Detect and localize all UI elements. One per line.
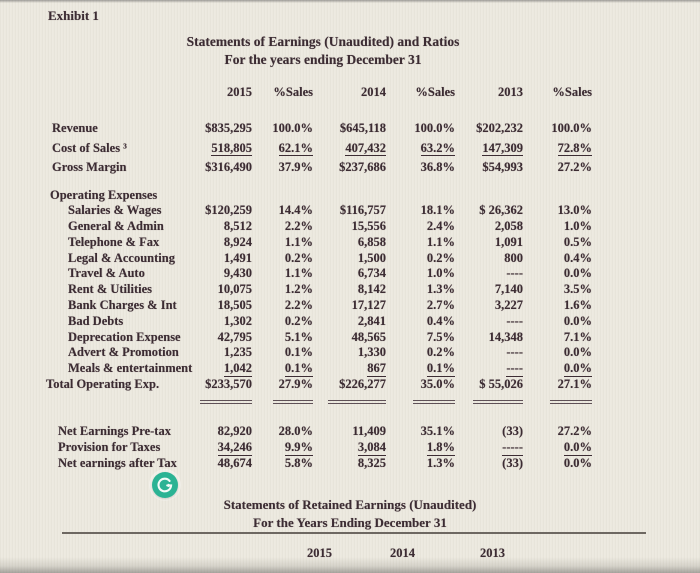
- cell-2014-value: $645,118: [339, 121, 386, 135]
- cell-2015-pct: 62.1%: [278, 140, 313, 155]
- col-header-2013-pct: %Sales: [552, 85, 592, 99]
- row-label: Advert & Promotion: [68, 345, 179, 360]
- cell-2013-pct: 1.0%: [563, 219, 592, 234]
- cell-2013-pct: 13.0%: [557, 203, 592, 218]
- cell-2015-value: 1,302: [223, 313, 252, 328]
- row-label: Telephone & Fax: [68, 234, 160, 249]
- cell-2013-value: $202,232: [476, 121, 523, 135]
- cell-2014-value: 407,432: [345, 140, 386, 155]
- cell-2015-pct: 28.0%: [278, 424, 313, 439]
- cell-2015-value: $120,259: [205, 203, 252, 218]
- cell-2015-value: 8,512: [223, 219, 252, 234]
- cell-2013-value: $54,993: [482, 160, 523, 174]
- cell-2013-value: $ 55,026: [479, 377, 523, 392]
- cell-2015-pct: 5.1%: [284, 329, 313, 344]
- cell-2015-value: $316,490: [205, 160, 252, 174]
- cell-2013-value: 147,309: [482, 140, 523, 155]
- row-label: Travel & Auto: [68, 266, 145, 281]
- rule-spacer: [0, 394, 198, 401]
- table-row: [0, 283, 592, 299]
- table-row: [0, 331, 592, 347]
- row-label: Meals & entertainment: [68, 361, 193, 376]
- cell-2014-value: 15,556: [351, 219, 386, 234]
- row-label: General & Admin: [68, 219, 164, 234]
- row-label: Legal & Accounting: [68, 250, 175, 265]
- cell-2015-pct: 27.9%: [278, 377, 313, 392]
- cell-2014-pct: 100.0%: [414, 121, 455, 135]
- row-label: Rent & Utilities: [68, 282, 153, 297]
- table-row: [0, 189, 592, 205]
- cell-2014-value: 11,409: [352, 424, 386, 439]
- cell-2013-value: 800: [504, 250, 523, 265]
- cell-2013-pct: [523, 189, 592, 205]
- cell-2013-pct: 0.0%: [563, 345, 592, 360]
- row-label: Salaries & Wages: [68, 203, 162, 218]
- retained-title-block: [0, 496, 700, 531]
- double-rule-row: [0, 394, 592, 401]
- cell-2015-pct: [252, 189, 313, 205]
- table-row: [0, 204, 592, 220]
- cell-2013-pct: 0.0%: [563, 361, 592, 376]
- cell-2015-pct: 1.2%: [284, 282, 313, 297]
- cell-2015-value: 1,235: [223, 345, 252, 360]
- earnings-header-row: [0, 86, 592, 102]
- row-label: Cost of Sales ³: [52, 140, 127, 155]
- row-label: Deprecation Expense: [68, 329, 181, 344]
- cell-2014-value: [313, 189, 386, 205]
- cell-2014-value: 8,325: [357, 456, 386, 471]
- cell-2014-pct: 1.3%: [426, 456, 455, 471]
- cell-2015-pct: 2.2%: [284, 298, 313, 313]
- cell-2014-value: $116,757: [339, 203, 386, 218]
- cell-2014-value: $237,686: [339, 160, 386, 174]
- cell-2014-pct: 0.1%: [426, 361, 455, 376]
- col-header-2013: 2013: [498, 85, 523, 99]
- cell-2013-value: 3,227: [494, 298, 523, 313]
- earnings-subtitle: For the years ending December 31: [224, 52, 422, 67]
- cell-2013-pct: 27.2%: [557, 424, 592, 439]
- double-rule: [455, 394, 523, 401]
- cell-2013-pct: 7.1%: [563, 329, 592, 344]
- col-header-2014-pct: %Sales: [415, 85, 455, 99]
- cell-2014-value: 6,858: [357, 234, 386, 249]
- cell-2013-value: 14,348: [488, 329, 523, 344]
- cell-2015-value: 8,924: [223, 234, 252, 249]
- cell-2015-pct: 14.4%: [278, 203, 313, 218]
- cell-2015-value: 42,795: [217, 329, 252, 344]
- grammarly-icon[interactable]: [152, 472, 178, 498]
- cell-2014-value: 3,084: [357, 440, 386, 455]
- double-rule: [386, 394, 455, 401]
- row-label: Operating Expenses: [50, 187, 158, 202]
- table-row: [0, 236, 592, 252]
- cell-2013-pct: 100.0%: [551, 121, 592, 135]
- row-label: Gross Margin: [52, 160, 127, 174]
- cell-2014-pct: 36.8%: [420, 160, 455, 174]
- earnings-title-block: [0, 33, 646, 69]
- cell-2013-value: (33): [502, 424, 523, 439]
- table-row: [0, 161, 592, 181]
- cell-2013-value: $ 26,362: [479, 203, 523, 218]
- cell-2015-value: 18,505: [217, 298, 252, 313]
- double-rule: [252, 394, 313, 401]
- cell-2015-pct: 0.1%: [284, 361, 313, 376]
- cell-2013-value: ----: [506, 345, 523, 360]
- cell-2014-value: $226,277: [339, 377, 386, 392]
- cell-2015-pct: 0.2%: [284, 313, 313, 328]
- cell-2014-value: 1,500: [357, 250, 386, 265]
- retained-col-2013: 2013: [480, 546, 505, 560]
- cell-2015-value: $835,295: [205, 121, 252, 135]
- col-header-2015-pct: %Sales: [273, 85, 313, 99]
- cell-2014-value: 8,142: [357, 282, 386, 297]
- cell-2014-pct: 0.2%: [426, 345, 455, 360]
- cell-2015-pct: 9.9%: [284, 440, 313, 455]
- cell-2013-pct: 0.5%: [563, 234, 592, 249]
- cell-2014-pct: 1.8%: [426, 440, 455, 455]
- cell-2014-pct: 63.2%: [420, 140, 455, 155]
- row-label: Bad Debts: [68, 313, 124, 328]
- cell-2014-pct: 7.5%: [426, 329, 455, 344]
- cell-2015-value: 34,246: [217, 440, 252, 455]
- double-rule: [198, 394, 252, 401]
- cell-2013-pct: 27.2%: [557, 160, 592, 174]
- table-row: [0, 378, 592, 394]
- cell-2015-pct: 37.9%: [278, 160, 313, 174]
- cell-2014-pct: 1.3%: [426, 282, 455, 297]
- col-header-2014: 2014: [361, 85, 386, 99]
- row-label: Net earnings after Tax: [58, 456, 177, 471]
- table-row: [0, 299, 592, 315]
- table-row: [0, 267, 592, 283]
- table-row: [0, 441, 592, 457]
- cell-2014-pct: 1.0%: [426, 266, 455, 281]
- cell-2015-value: 10,075: [217, 282, 252, 297]
- cell-2013-value: -----: [502, 440, 523, 455]
- cell-2014-pct: 0.2%: [426, 250, 455, 265]
- retained-subtitle: For the Years Ending December 31: [253, 514, 447, 530]
- cell-2015-value: 48,674: [217, 456, 252, 471]
- divider-line: [62, 532, 646, 534]
- cell-2015-value: $233,570: [205, 377, 252, 392]
- cell-2015-pct: 1.1%: [284, 266, 313, 281]
- cell-2014-pct: 18.1%: [420, 203, 455, 218]
- grammarly-g-glyph: [152, 472, 178, 498]
- table-row: [0, 252, 592, 268]
- cell-2013-value: ----: [506, 361, 523, 376]
- cell-2014-pct: 35.0%: [420, 377, 455, 392]
- cell-2013-pct: 0.0%: [563, 440, 592, 455]
- cell-2013-value: 1,091: [494, 234, 523, 249]
- table-row: [0, 346, 592, 362]
- cell-2013-value: 2,058: [494, 219, 523, 234]
- cell-2014-pct: 1.1%: [426, 234, 455, 249]
- table-row: [0, 220, 592, 236]
- cell-2013-pct: 0.0%: [563, 456, 592, 471]
- cell-2015-value: 1,491: [223, 250, 252, 265]
- cell-2015-value: 1,042: [223, 361, 252, 376]
- cell-2013-value: (33): [502, 456, 523, 471]
- cell-2013-value: [455, 189, 523, 205]
- retained-col-2014: 2014: [390, 546, 415, 560]
- cell-2014-pct: [386, 189, 455, 205]
- cell-2013-pct: 0.4%: [563, 250, 592, 265]
- cell-2013-pct: 1.6%: [563, 298, 592, 313]
- col-header-2015: 2015: [227, 85, 252, 99]
- cell-2013-pct: 0.0%: [563, 313, 592, 328]
- table-row: [0, 122, 592, 142]
- cell-2013-pct: 3.5%: [563, 282, 592, 297]
- row-label: Net Earnings Pre-tax: [58, 424, 171, 439]
- cell-2013-value: ----: [506, 266, 523, 281]
- cell-2015-pct: 5.8%: [284, 456, 313, 471]
- cell-2014-pct: 2.7%: [426, 298, 455, 313]
- cell-2015-value: 82,920: [217, 424, 252, 439]
- double-rule: [313, 394, 386, 401]
- cell-2015-value: 518,805: [211, 140, 252, 155]
- cell-2014-value: 6,734: [357, 266, 386, 281]
- cell-2015-value: [198, 189, 252, 205]
- cell-2013-pct: 27.1%: [557, 377, 592, 392]
- table-row: [0, 457, 592, 473]
- cell-2015-value: 9,430: [223, 266, 252, 281]
- table-row: [0, 315, 592, 331]
- header-spacer: [0, 86, 198, 102]
- earnings-table: [0, 86, 592, 473]
- cell-2015-pct: 2.2%: [284, 219, 313, 234]
- cell-2014-value: 1,330: [357, 345, 386, 360]
- cell-2014-pct: 0.4%: [426, 313, 455, 328]
- cell-2014-pct: 35.1%: [420, 424, 455, 439]
- row-label: Revenue: [52, 121, 98, 135]
- row-label: Provision for Taxes: [58, 440, 161, 455]
- exhibit-label: Exhibit 1: [48, 8, 99, 23]
- double-rule: [523, 394, 592, 401]
- cell-2014-value: 17,127: [351, 298, 386, 313]
- cell-2015-pct: 0.1%: [284, 345, 313, 360]
- cell-2014-pct: 2.4%: [426, 219, 455, 234]
- table-row: [0, 425, 592, 441]
- cell-2013-pct: 72.8%: [557, 140, 592, 155]
- earnings-title: Statements of Earnings (Unaudited) and Ratios: [186, 34, 460, 49]
- table-row: [0, 142, 592, 162]
- cell-2014-value: 2,841: [357, 313, 386, 328]
- row-label: Bank Charges & Int: [68, 298, 177, 313]
- cell-2014-value: 48,565: [351, 329, 386, 344]
- retained-title: Statements of Retained Earnings (Unaudited): [223, 497, 477, 512]
- cell-2014-value: 867: [367, 361, 386, 376]
- table-row: [0, 362, 592, 378]
- cell-2013-pct: 0.0%: [563, 266, 592, 281]
- retained-col-2015: 2015: [307, 546, 332, 560]
- cell-2015-pct: 100.0%: [272, 121, 313, 135]
- row-label: Total Operating Exp.: [46, 377, 160, 392]
- cell-2013-value: 7,140: [494, 282, 523, 297]
- cell-2015-pct: 0.2%: [284, 250, 313, 265]
- cell-2015-pct: 1.1%: [284, 234, 313, 249]
- cell-2013-value: ----: [506, 313, 523, 328]
